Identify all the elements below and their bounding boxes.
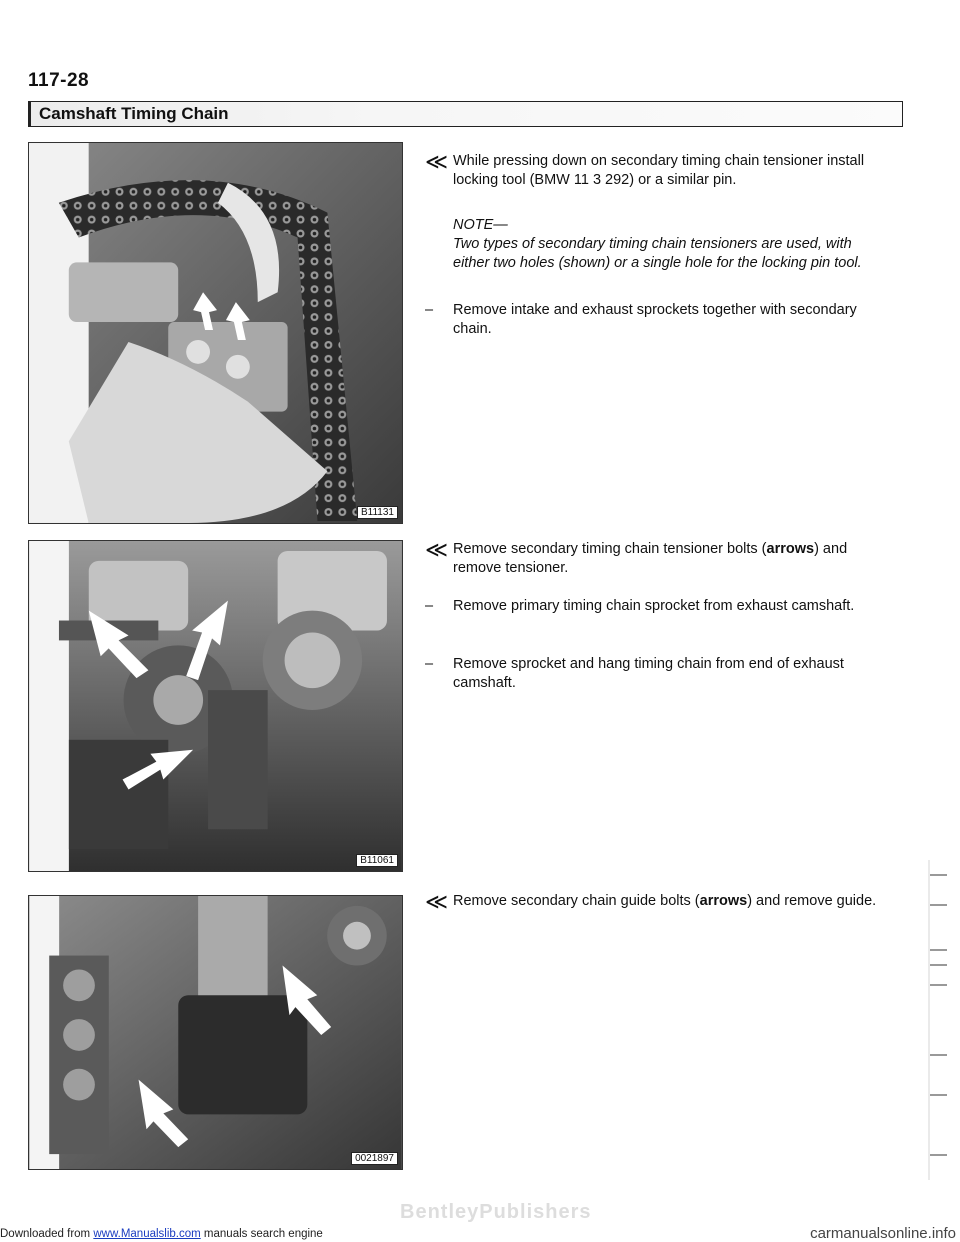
step-text bbox=[453, 892, 885, 911]
note-text: Two types of secondary timing chain tensioners are used, with either two holes (shown) or a single hole for the locking pin tool. bbox=[453, 236, 862, 271]
section-title: Camshaft Timing Chain bbox=[39, 104, 229, 123]
page-number: 117-28 bbox=[28, 70, 90, 91]
figure-id: 0021897 bbox=[351, 1152, 398, 1165]
step-text: While pressing down on secondary timing chain tensioner install locking tool (BMW 11 3 292) or a similar pin. bbox=[453, 153, 865, 188]
figure-id: B11131 bbox=[357, 506, 398, 519]
publisher-watermark: BentleyPublishers bbox=[400, 1201, 592, 1223]
step-text-after: ) and remove guide. bbox=[747, 893, 877, 909]
step-text bbox=[453, 540, 885, 578]
footer-prefix: Downloaded from bbox=[0, 1228, 91, 1240]
step-text-after: ) and remove tensioner. bbox=[453, 541, 848, 576]
figure-chain-guide bbox=[28, 895, 403, 1170]
step-text: Remove sprocket and hang timing chain from end of exhaust camshaft. bbox=[453, 656, 844, 691]
footer-suffix: manuals search engine bbox=[203, 1228, 323, 1240]
pointer-arrow-icon: ≪ bbox=[425, 889, 449, 914]
photo-tensioner-bolts bbox=[29, 541, 402, 871]
note-block bbox=[425, 216, 885, 273]
pointer-arrow-icon: ≪ bbox=[425, 149, 449, 174]
note-label: NOTE— bbox=[453, 217, 508, 233]
photo-chain-guide bbox=[29, 896, 402, 1169]
manualslib-link[interactable]: www.Manualslib.com bbox=[93, 1228, 201, 1240]
step-remove-sprockets bbox=[425, 301, 885, 339]
figure-tensioner-bolts bbox=[28, 540, 403, 872]
photo-tensioner bbox=[29, 143, 402, 523]
step-text: Remove intake and exhaust sprockets together with secondary chain. bbox=[453, 302, 857, 337]
site-watermark: carmanualsonline.info bbox=[810, 1225, 956, 1242]
step-text-bold: arrows bbox=[699, 893, 748, 909]
figure-id: B11061 bbox=[356, 854, 398, 867]
step-remove-chain-guide bbox=[425, 889, 885, 914]
dash-bullet: – bbox=[425, 302, 434, 318]
margin-ticks bbox=[925, 860, 955, 1180]
section-header bbox=[28, 101, 903, 127]
step-text: Remove primary timing chain sprocket from exhaust camshaft. bbox=[453, 598, 855, 614]
step-text-before: Remove secondary chain guide bolts ( bbox=[453, 893, 700, 909]
step-hang-timing-chain bbox=[425, 655, 885, 693]
figure-tensioner-locking-pin bbox=[28, 142, 403, 524]
dash-bullet: – bbox=[425, 656, 434, 672]
step-text-bold: arrows bbox=[766, 541, 815, 557]
pointer-arrow-icon: ≪ bbox=[425, 537, 449, 562]
step-remove-primary-sprocket bbox=[425, 597, 885, 616]
step-remove-tensioner-bolts bbox=[425, 537, 885, 578]
dash-bullet: – bbox=[425, 598, 434, 614]
step-text-before: Remove secondary timing chain tensioner bolts ( bbox=[453, 541, 767, 557]
step-install-locking-tool bbox=[425, 149, 885, 190]
footer-download-note bbox=[0, 1228, 323, 1240]
